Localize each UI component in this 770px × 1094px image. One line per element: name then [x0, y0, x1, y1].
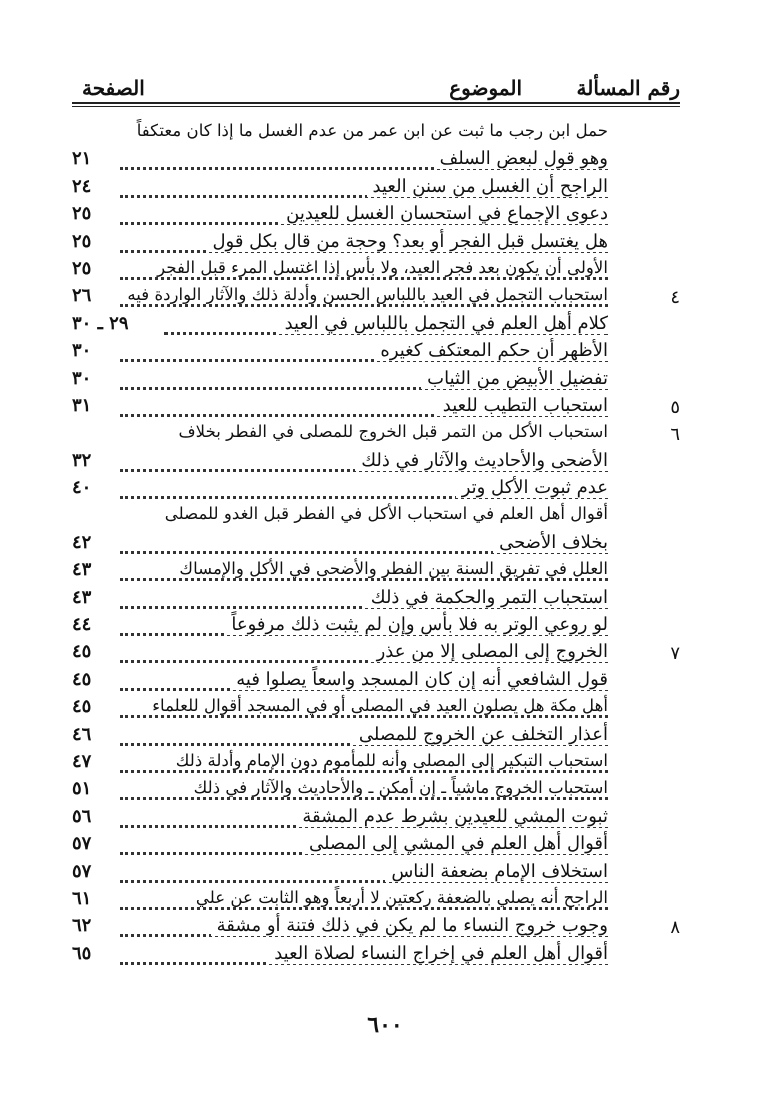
entry-page: ٥٧	[72, 833, 116, 854]
entry-topic: هل يغتسل قبل الفجر أو بعد؟ وحجة من قال بكل قول	[206, 231, 608, 252]
table-header	[72, 70, 680, 104]
entry-topic: تفضيل الأبيض من الثياب	[421, 368, 608, 389]
list-item	[72, 339, 680, 366]
entry-body	[72, 503, 608, 530]
entry-topic: استخلاف الإمام بضعفة الناس	[385, 861, 608, 882]
entry-body	[72, 120, 608, 147]
entry-body	[72, 421, 608, 448]
entry-page: ٢٤	[72, 176, 116, 197]
entry-page: ٢١	[72, 148, 116, 169]
header-rule-secondary	[72, 106, 680, 107]
list-item	[72, 695, 680, 722]
entry-page: ٤٥	[72, 641, 116, 662]
list-item	[72, 805, 680, 832]
list-item	[72, 613, 680, 640]
list-item	[72, 723, 680, 750]
entry-topic: عدم ثبوت الأكل وتر	[456, 477, 608, 498]
list-item	[72, 476, 680, 503]
entry-page: ٦٥	[72, 943, 116, 964]
index-list	[72, 120, 680, 969]
list-item	[72, 175, 680, 202]
entry-topic: الأولى أن يكون بعد فجر العيد، ولا بأس إذا اغتسل المرء قبل الفجر	[151, 258, 608, 277]
list-item	[72, 777, 680, 804]
list-item	[72, 147, 680, 174]
list-item	[72, 832, 680, 859]
entry-page: ٦٢	[72, 915, 116, 936]
entry-page: ٤٢	[72, 532, 116, 553]
entry-body	[72, 586, 608, 613]
entry-topic: الأضحى والأحاديث والآثار في ذلك	[355, 450, 608, 471]
list-item	[72, 202, 680, 229]
entry-page: ٣١	[72, 395, 116, 416]
issue-number: ٧	[670, 643, 680, 665]
entry-body	[72, 476, 608, 503]
entry-body	[72, 942, 608, 969]
dot-leader	[120, 907, 608, 910]
entry-page: ٢٩ ـ ٣٠	[72, 313, 158, 334]
dot-leader	[120, 304, 608, 307]
entry-topic: وهو قول لبعض السلف	[434, 148, 608, 169]
entry-page: ٢٥	[72, 258, 116, 279]
list-item	[72, 284, 680, 311]
entry-body	[72, 914, 608, 941]
dot-leader	[120, 770, 608, 773]
entry-topic: كلام أهل العلم في التجمل باللباس في العيد	[279, 313, 608, 334]
entry-page: ٤٣	[72, 559, 116, 580]
entry-page: ٤٥	[72, 669, 116, 690]
entry-body	[72, 613, 608, 640]
entry-page: ٢٥	[72, 231, 116, 252]
entry-topic: قول الشافعي أنه إن كان المسجد واسعاً يصلوا فيه	[230, 669, 608, 690]
entry-body	[72, 367, 608, 394]
entry-topic: الخروج إلى المصلى إلا من عذر	[371, 641, 608, 662]
list-item	[72, 531, 680, 558]
entry-topic: دعوى الإجماع في استحسان الغسل للعيدين	[280, 203, 608, 224]
entry-page: ٤٠	[72, 477, 116, 498]
entry-topic: الراجح أن الغسل من سنن العيد	[367, 176, 608, 197]
entry-page: ٤٤	[72, 614, 116, 635]
entry-page: ٤٧	[72, 751, 116, 772]
issue-number: ٨	[670, 917, 680, 939]
entry-page: ٣٢	[72, 450, 116, 471]
list-item	[72, 230, 680, 257]
entry-body	[72, 640, 608, 667]
header-page: الصفحة	[82, 76, 145, 100]
list-item	[72, 668, 680, 695]
list-item	[72, 394, 680, 421]
entry-page: ٢٦	[72, 285, 116, 306]
entry-body	[72, 805, 608, 832]
entry-page: ٥٧	[72, 861, 116, 882]
list-item	[72, 120, 680, 147]
entry-page: ٤٦	[72, 724, 116, 745]
entry-topic: أقوال أهل العلم في المشي إلى المصلى	[303, 833, 608, 854]
entry-topic: استحباب التجمل في العيد باللباس الحسن وأدلة ذلك والآثار الواردة فيه	[121, 285, 608, 304]
entry-page: ٤٣	[72, 587, 116, 608]
entry-page: ٣٠	[72, 368, 116, 389]
entry-body	[72, 668, 608, 695]
entry-topic: حمل ابن رجب ما ثبت عن ابن عمر من عدم الغسل ما إذا كان معتكفاً	[131, 121, 608, 140]
entry-body	[72, 860, 608, 887]
dot-leader	[120, 578, 608, 581]
list-item	[72, 942, 680, 969]
dot-leader	[120, 277, 608, 280]
header-issue-number: رقم المسألة	[576, 76, 680, 100]
list-item	[72, 640, 680, 667]
entry-body	[72, 147, 608, 174]
list-item	[72, 449, 680, 476]
issue-number: ٤	[670, 287, 680, 309]
entry-body	[72, 723, 608, 750]
entry-topic: استحباب التبكير إلى المصلى وأنه للمأموم دون الإمام وأدلة ذلك	[170, 751, 608, 770]
entry-topic: استحباب التمر والحكمة في ذلك	[365, 587, 608, 608]
entry-topic: ثبوت المشي للعيدين بشرط عدم المشقة	[296, 806, 608, 827]
header-topic: الموضوع	[449, 76, 522, 100]
dot-leader	[120, 797, 608, 800]
entry-topic: أقوال أهل العلم في إخراج النساء لصلاة العيد	[268, 943, 608, 964]
entry-page: ٥١	[72, 778, 116, 799]
entry-topic: الأظهر أن حكم المعتكف كغيره	[374, 340, 608, 361]
entry-page: ٤٥	[72, 696, 116, 717]
entry-body	[72, 531, 608, 558]
entry-body	[72, 449, 608, 476]
entry-page: ٦١	[72, 888, 116, 909]
header-rule	[72, 102, 680, 104]
entry-topic: أقوال أهل العلم في استحباب الأكل في الفطر قبل الغدو للمصلى	[159, 504, 608, 523]
entry-body	[72, 750, 608, 777]
entry-body	[72, 230, 608, 257]
list-item	[72, 860, 680, 887]
list-item	[72, 586, 680, 613]
list-item	[72, 421, 680, 448]
list-item	[72, 750, 680, 777]
entry-body	[72, 695, 608, 722]
entry-topic: العلل في تفريق السنة بين الفطر والأضحى في الأكل والإمساك	[173, 559, 608, 578]
entry-page: ٢٥	[72, 203, 116, 224]
entry-topic: بخلاف الأضحى	[493, 532, 608, 553]
list-item	[72, 887, 680, 914]
issue-number: ٥	[670, 396, 680, 418]
entry-body	[72, 202, 608, 229]
entry-body	[72, 312, 608, 339]
entry-body	[72, 777, 608, 804]
entry-topic: وجوب خروج النساء ما لم يكن في ذلك فتنة أو مشقة	[211, 915, 608, 936]
entry-body	[72, 558, 608, 585]
entry-body	[72, 832, 608, 859]
dot-leader	[120, 715, 608, 718]
entry-topic: لو روعي الوتر به فلا بأس وإن لم يثبت ذلك مرفوعاً	[225, 614, 608, 635]
page-number: ٦٠٠	[367, 1012, 403, 1038]
entry-body	[72, 887, 608, 914]
entry-body	[72, 257, 608, 284]
entry-topic: الراجح أنه يصلي بالضعفة ركعتين لا أربعاً وهو الثابت عن علي	[190, 888, 608, 907]
list-item	[72, 257, 680, 284]
list-item	[72, 367, 680, 394]
list-item	[72, 312, 680, 339]
entry-body	[72, 394, 608, 421]
list-item	[72, 914, 680, 941]
entry-topic: أعذار التخلف عن الخروج للمصلى	[353, 724, 608, 745]
entry-topic: استحباب التطيب للعيد	[437, 395, 608, 416]
entry-topic: استحباب الأكل من التمر قبل الخروج للمصلى في الفطر بخلاف	[172, 422, 608, 441]
entry-topic: أهل مكة هل يصلون العيد في المصلى أو في المسجد أقوال للعلماء	[146, 696, 608, 715]
entry-body	[72, 175, 608, 202]
list-item	[72, 558, 680, 585]
issue-number: ٦	[670, 424, 680, 446]
entry-page: ٥٦	[72, 806, 116, 827]
entry-body	[72, 284, 608, 311]
entry-page: ٣٠	[72, 340, 116, 361]
entry-topic: استحباب الخروج ماشياً ـ إن أمكن ـ والأحاديث والآثار في ذلك	[188, 778, 608, 797]
entry-body	[72, 339, 608, 366]
list-item	[72, 503, 680, 530]
